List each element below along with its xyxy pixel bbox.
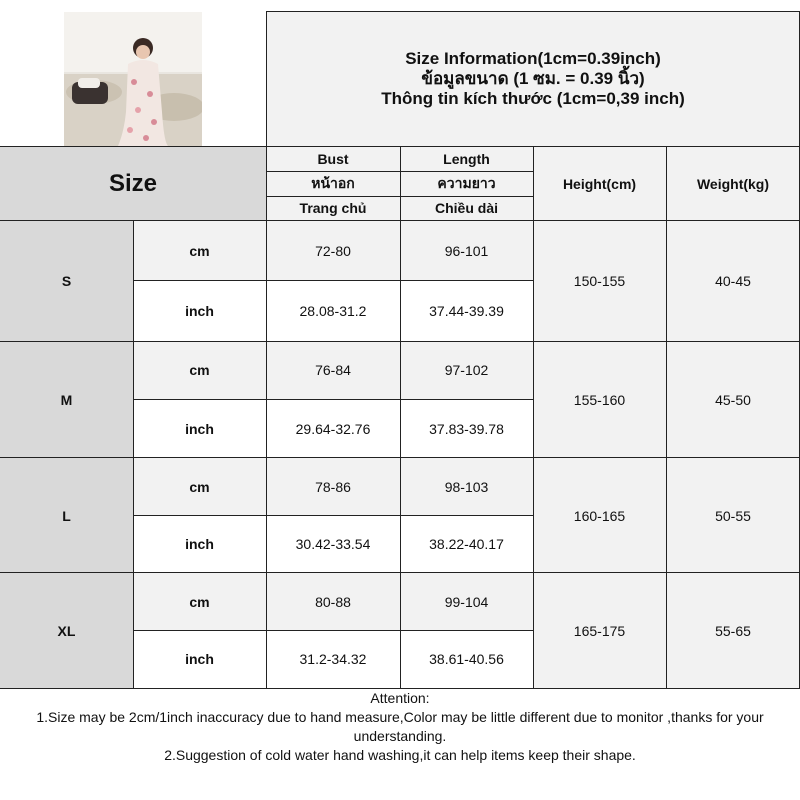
line-v-133 [133,220,134,688]
attention-line-1: 1.Size may be 2cm/1inch inaccuracy due to hand measure,Color may be little different due to monitor ,thanks for your [36,709,764,725]
size-xl-length-cm: 99-104 [400,573,533,630]
length-header-th: ความยาว [400,171,533,196]
size-l-label: L [0,458,133,573]
size-l-height: 160-165 [533,458,666,573]
size-s-bust-cm: 72-80 [266,221,400,281]
attention-line-2: 2.Suggestion of cold water hand washing,it can help items keep their shape. [164,747,636,763]
attention-note [0,689,800,793]
size-s-height: 150-155 [533,221,666,341]
size-s-weight: 40-45 [666,221,800,341]
product-photo-image [64,12,202,146]
bust-header-vi: Trang chủ [266,196,400,220]
size-xl-unit-cm: cm [133,573,266,630]
height-header: Height(cm) [533,147,666,220]
size-m-label: M [0,341,133,458]
info-line-vi: Thông tin kích thước (1cm=0,39 inch) [381,89,685,108]
size-l-bust-cm: 78-86 [266,458,400,515]
attention-line-1-cont: understanding. [353,728,447,744]
line-v-266 [266,11,267,688]
size-xl-height: 165-175 [533,573,666,688]
line-h-281 [133,280,533,281]
line-v-400 [400,146,401,688]
size-l-length-cm: 98-103 [400,458,533,515]
line-h-630 [133,630,533,631]
size-xl-label: XL [0,573,133,688]
bust-header-th: หน้าอก [266,171,400,196]
size-s-length-cm: 96-101 [400,221,533,281]
size-m-length-cm: 97-102 [400,341,533,399]
size-header-label: Size [108,169,158,197]
size-xl-bust-inch: 31.2-34.32 [266,630,400,688]
size-m-weight: 45-50 [666,341,800,458]
line-top [266,11,800,12]
line-v-666 [666,146,667,688]
size-l-bust-inch: 30.42-33.54 [266,515,400,573]
size-xl-bust-cm: 80-88 [266,573,400,630]
size-l-weight: 50-55 [666,458,800,573]
attention-title: Attention: [370,690,430,706]
bust-header-en: Bust [266,147,400,171]
line-h-688 [0,688,800,689]
weight-header: Weight(kg) [666,147,800,220]
size-s-length-inch: 37.44-39.39 [400,281,533,341]
size-m-unit-cm: cm [133,341,266,399]
product-photo [64,12,202,146]
size-xl-unit-inch: inch [133,630,266,688]
length-header-en: Length [400,147,533,171]
size-xl-weight: 55-65 [666,573,800,688]
size-l-unit-cm: cm [133,458,266,515]
size-s-label: S [0,221,133,341]
line-h-399 [133,399,533,400]
info-line-th: ข้อมูลขนาด (1 ซม. = 0.39 นิ้ว) [421,69,645,88]
length-header-vi: Chiều dài [400,196,533,220]
size-l-length-inch: 38.22-40.17 [400,515,533,573]
size-s-unit-inch: inch [133,281,266,341]
size-m-bust-inch: 29.64-32.76 [266,399,400,458]
info-line-en: Size Information(1cm=0.39inch) [405,49,661,68]
size-s-unit-cm: cm [133,221,266,281]
line-h-515 [133,515,533,516]
size-m-height: 155-160 [533,341,666,458]
size-m-bust-cm: 76-84 [266,341,400,399]
size-header [0,147,266,220]
size-s-bust-inch: 28.08-31.2 [266,281,400,341]
line-v-533 [533,146,534,688]
size-information-heading [266,12,800,146]
size-m-length-inch: 37.83-39.78 [400,399,533,458]
size-l-unit-inch: inch [133,515,266,573]
size-xl-length-inch: 38.61-40.56 [400,630,533,688]
size-m-unit-inch: inch [133,399,266,458]
